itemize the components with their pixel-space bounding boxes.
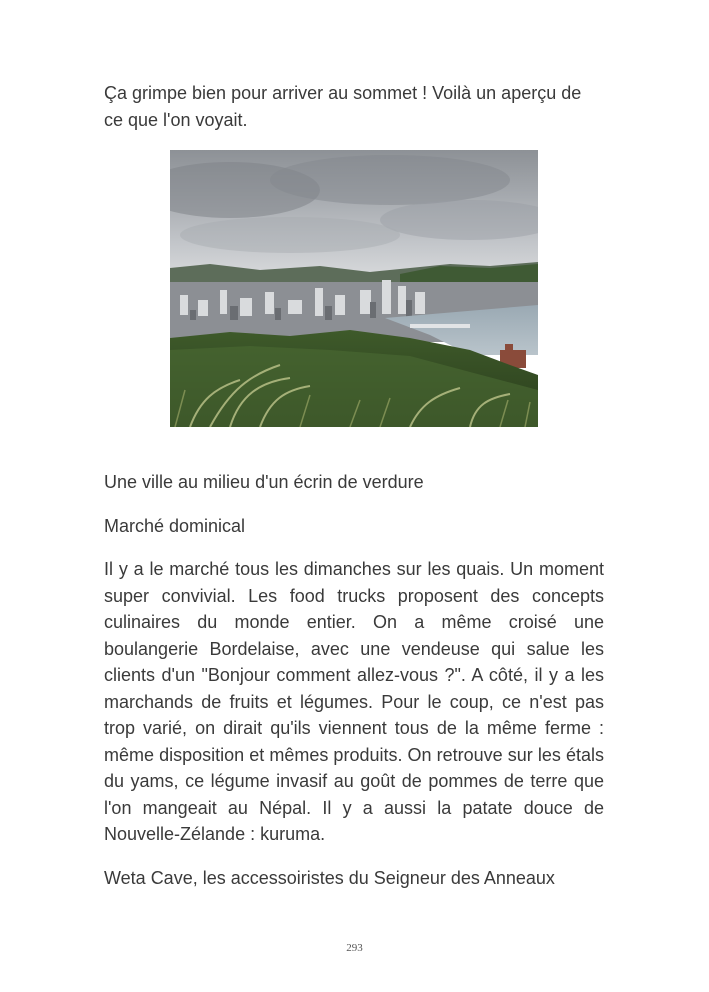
page-number: 293	[346, 942, 363, 954]
section-heading: Marché dominical	[104, 515, 246, 536]
page-content	[104, 80, 604, 908]
photo-caption: Une ville au milieu d'un écrin de verdure	[104, 472, 424, 492]
intro-paragraph: Ça grimpe bien pour arriver au sommet ! Voilà un aperçu de ce que l'on voyait.	[104, 83, 582, 130]
photo-drawing	[170, 150, 538, 427]
city-panorama-photo	[170, 150, 538, 427]
body-paragraph: Il y a le marché tous les dimanches sur les quais. Un moment super convivial. Les food trucks proposent des concepts culinaires du monde entier. On a même croisé une boulangerie Bordelaise, avec une vendeuse qui salue les clients d'un "Bonjour comment allez-vous ?". A côté, il y a les marchands de fruits et légumes. Pour le coup, ce n'est pas trop varié, on dirait qu'ils viennent tous de la même ferme : même disposition et mêmes produits. On retrouve sur les étals du yams, ce légume invasif au goût de pommes de terre que l'on mangeait au Népal. Il y a aussi la patate douce de Nouvelle-Zélande : kuruma.	[104, 559, 604, 844]
next-section-heading: Weta Cave, les accessoiristes du Seigneur des Anneaux	[104, 867, 555, 888]
